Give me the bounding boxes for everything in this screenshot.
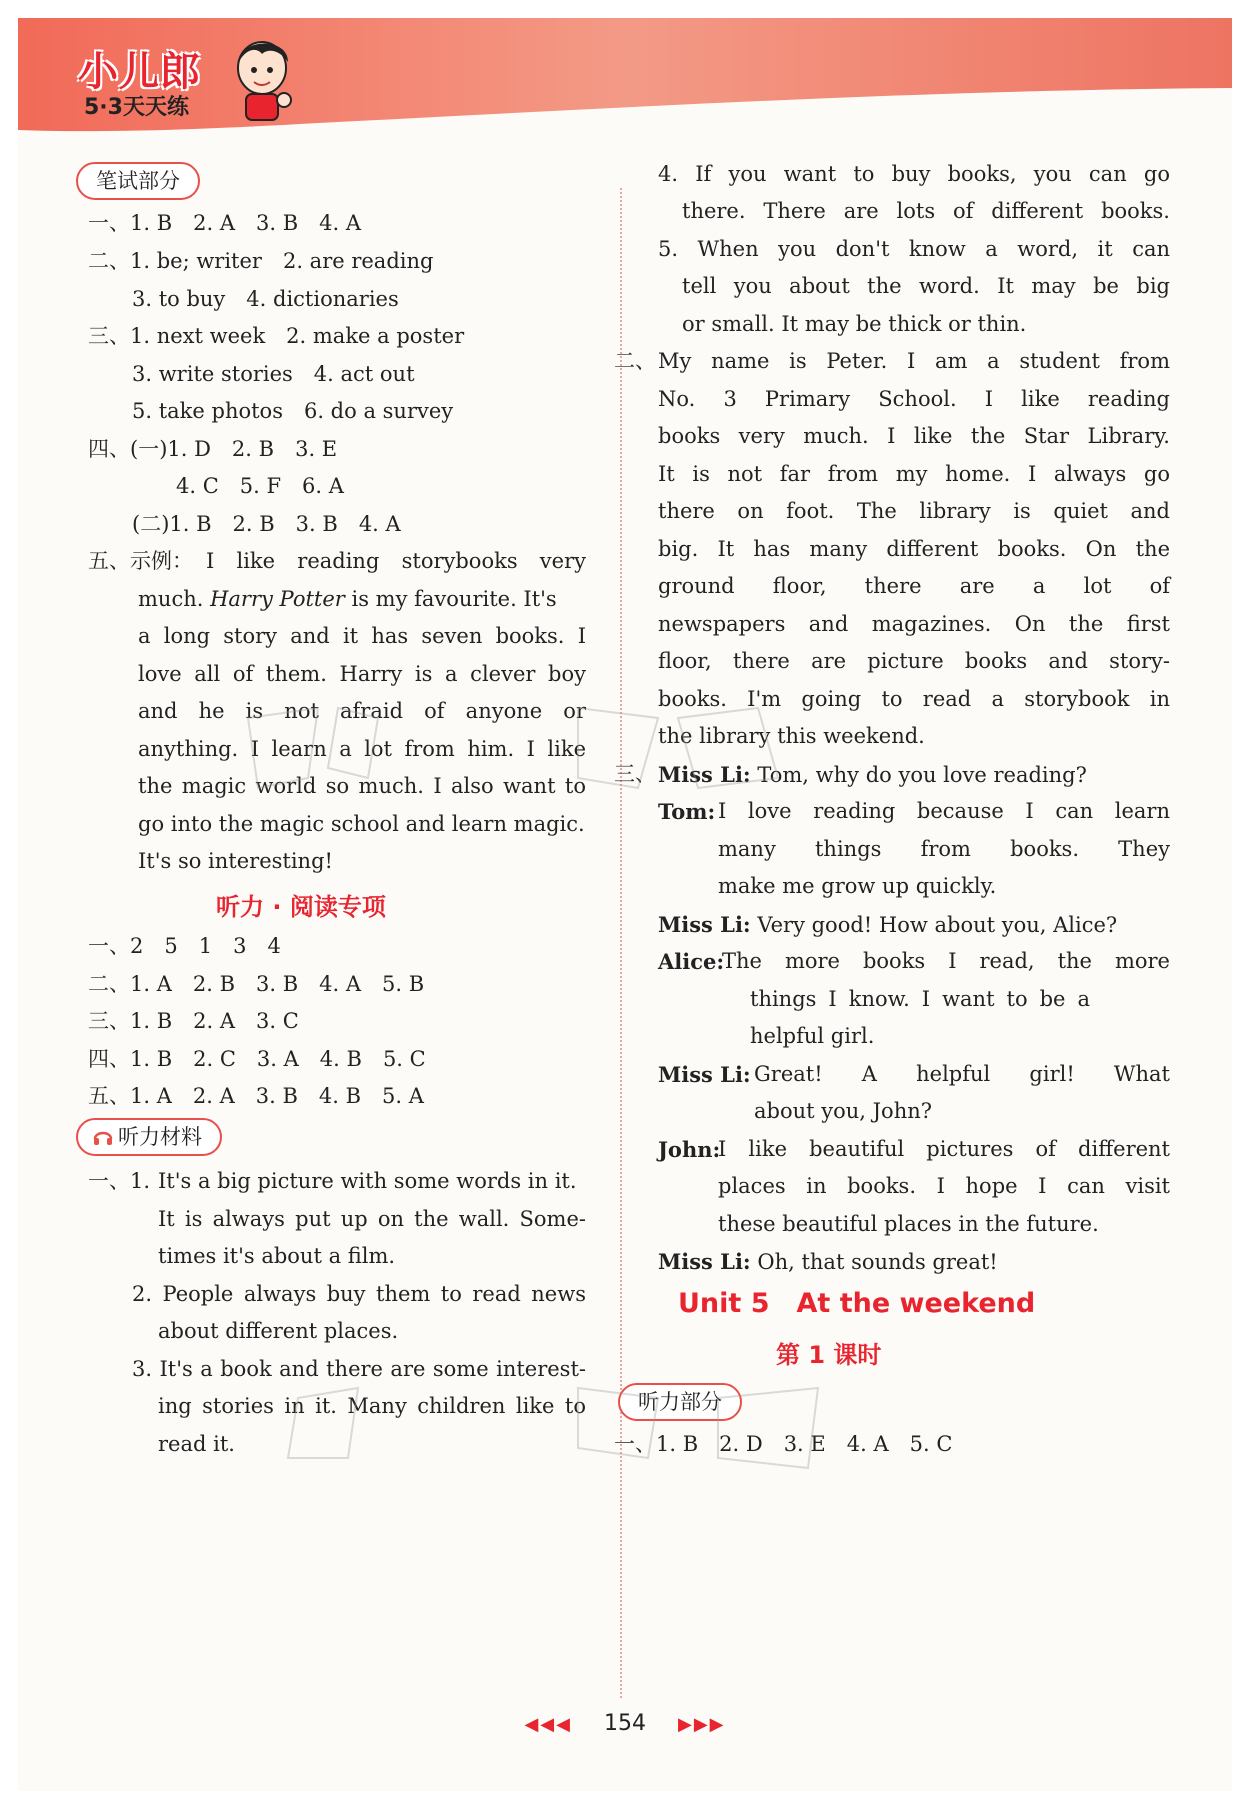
dialogue-text: about you, John?: [754, 1099, 932, 1123]
answer-line: 一、2 5 1 3 4: [88, 934, 281, 958]
passage-line: the library this weekend.: [658, 724, 925, 748]
essay-line: anything. I learn a lot from him. I like: [138, 737, 586, 761]
headphones-icon: [92, 1125, 114, 1147]
dialogue-text: Oh, that sounds great!: [757, 1250, 998, 1274]
passage-prefix: 二、: [614, 349, 656, 373]
speaker: Miss Li:: [658, 912, 751, 937]
essay-line: I like reading storybooks very: [206, 549, 586, 573]
passage-line: books very much. I like the Star Library.: [658, 424, 1170, 448]
answer-line: 二、1. A 2. B 3. B 4. A 5. B: [88, 972, 425, 996]
answer-line: (二)1. B 2. B 3. B 4. A: [132, 512, 401, 536]
answer-line: 四、(一)1. D 2. B 3. E: [88, 437, 338, 461]
dialogue-text: these beautiful places in the future.: [718, 1212, 1099, 1236]
dialogue-prefix: 三、: [614, 762, 656, 786]
material-line: It's a big picture with some words in it.: [158, 1169, 577, 1193]
answer-line: 三、1. B 2. A 3. C: [88, 1009, 299, 1033]
dialogue-text: many things from books. They: [718, 837, 1170, 861]
dialogue-text: things I know. I want to be a: [750, 987, 1090, 1011]
speaker: Miss Li:: [658, 1062, 751, 1087]
right-arrows-icon: ▶▶▶: [678, 1714, 726, 1735]
passage-line: newspapers and magazines. On the first: [658, 612, 1170, 636]
answer-line: 二、1. be; writer 2. are reading: [88, 249, 434, 273]
answer-line: 三、1. next week 2. make a poster: [88, 324, 465, 348]
speaker: Miss Li:: [658, 762, 751, 787]
answer-line: 四、1. B 2. C 3. A 4. B 5. C: [88, 1047, 426, 1071]
answer-line: 4. C 5. F 6. A: [176, 474, 344, 498]
workbook-page: [18, 18, 1232, 1791]
answer-line: 五、1. A 2. A 3. B 4. B 5. A: [88, 1084, 424, 1108]
passage-line: No. 3 Primary School. I like reading: [658, 387, 1170, 411]
dialogue-text: The more books I read, the more: [722, 949, 1170, 973]
material-line: 2. People always buy them to read news: [132, 1282, 586, 1306]
speaker: Tom:: [658, 799, 716, 824]
page-number: 154: [604, 1711, 646, 1736]
passage-line: ground floor, there are a lot of: [658, 574, 1170, 598]
passage-line: floor, there are picture books and story-: [658, 649, 1170, 673]
material-line: or small. It may be thick or thin.: [682, 312, 1027, 336]
answer-line: 5. take photos 6. do a survey: [132, 399, 454, 423]
mascot-boy-icon: [228, 28, 298, 128]
material-line: 5. When you don't know a word, it can: [658, 237, 1170, 261]
dialogue-text: helpful girl.: [750, 1024, 875, 1048]
book-title: Harry Potter: [210, 587, 345, 611]
answer-line: 一、1. B 2. D 3. E 4. A 5. C: [614, 1432, 953, 1456]
material-line: 4. If you want to buy books, you can go: [658, 162, 1170, 186]
passage-line: My name is Peter. I am a student from: [658, 349, 1170, 373]
essay-line: a long story and it has seven books. I: [138, 624, 586, 648]
passage-line: big. It has many different books. On the: [658, 537, 1170, 561]
brand-logo: 小儿郎: [78, 49, 201, 95]
material-line: times it's about a film.: [158, 1244, 396, 1268]
dialogue-text: I like beautiful pictures of different: [718, 1137, 1170, 1161]
page-footer: [18, 1711, 1232, 1736]
left-arrows-icon: ◀◀◀: [524, 1714, 572, 1735]
answer-line: 3. write stories 4. act out: [132, 362, 415, 386]
essay-text: much.: [138, 587, 204, 611]
answer-line: 一、1. B 2. A 3. B 4. A: [88, 211, 362, 235]
speaker: Alice:: [658, 949, 725, 974]
dialogue-text: I love reading because I can learn: [718, 799, 1170, 823]
dialogue-text: make me grow up quickly.: [718, 874, 997, 898]
listening-material-text: 听力材料: [118, 1125, 202, 1149]
material-line: 3. It's a book and there are some interest-: [132, 1357, 586, 1381]
section-title: 听力 · 阅读专项: [216, 893, 386, 921]
column-divider: [620, 188, 622, 1698]
listening-part-label: 听力部分: [618, 1383, 742, 1421]
material-line: tell you about the word. It may be big: [682, 274, 1170, 298]
unit-title: Unit 5 At the weekend: [678, 1288, 1036, 1319]
material-line: there. There are lots of different books.: [682, 199, 1170, 223]
essay-line: the magic world so much. I also want to: [138, 774, 586, 798]
answer-line: 3. to buy 4. dictionaries: [132, 287, 399, 311]
essay-text: is my favourite. It's: [351, 587, 557, 611]
speaker: Miss Li:: [658, 1249, 751, 1274]
essay-line: love all of them. Harry is a clever boy: [138, 662, 586, 686]
speaker: John:: [658, 1137, 721, 1162]
brand-subtitle: 5·3天天练: [84, 95, 189, 120]
essay-line: go into the magic school and learn magic.: [138, 812, 585, 836]
essay-line: and he is not afraid of anyone or: [138, 699, 586, 723]
dialogue-text: Very good! How about you, Alice?: [757, 913, 1118, 937]
passage-line: It is not far from my home. I always go: [658, 462, 1170, 486]
material-line: ing stories in it. Many children like to: [158, 1394, 586, 1418]
essay-prefix: 五、示例：: [88, 549, 193, 573]
dialogue-line: [658, 1240, 998, 1284]
passage-line: books. I'm going to read a storybook in: [658, 687, 1170, 711]
material-line: read it.: [158, 1432, 235, 1456]
dialogue-text: places in books. I hope I can visit: [718, 1174, 1170, 1198]
dialogue-text: Tom, why do you love reading?: [757, 763, 1087, 787]
material-line: about different places.: [158, 1319, 399, 1343]
lesson-title: 第 1 课时: [776, 1341, 882, 1369]
dialogue-text: Great! A helpful girl! What: [754, 1062, 1170, 1086]
material-prefix: 一、1.: [88, 1169, 151, 1193]
written-part-label: 笔试部分: [76, 162, 200, 200]
passage-line: there on foot. The library is quiet and: [658, 499, 1170, 523]
essay-line: It's so interesting!: [138, 849, 333, 873]
material-line: It is always put up on the wall. Some-: [158, 1207, 586, 1231]
